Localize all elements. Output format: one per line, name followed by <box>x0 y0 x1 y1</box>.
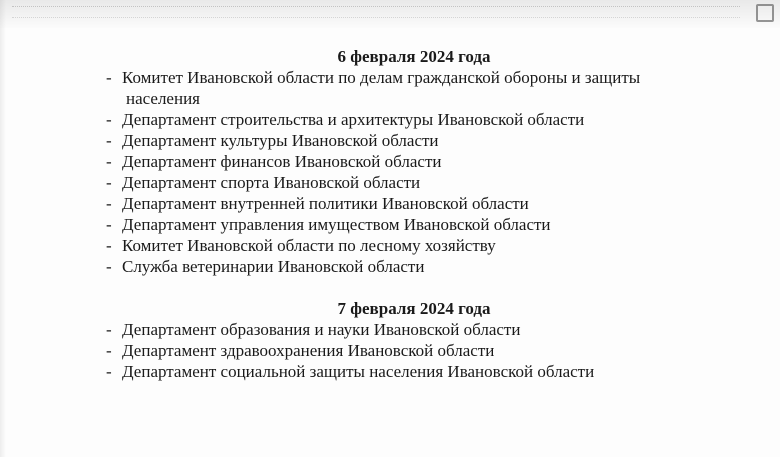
list-item <box>0 235 780 256</box>
list-item <box>0 319 780 340</box>
date-heading: 7 февраля 2024 года <box>337 299 491 318</box>
list-item-text: Служба ветеринарии Ивановской области <box>122 257 425 276</box>
list-bullet: - <box>106 110 112 129</box>
list-item <box>0 151 780 172</box>
list-item <box>0 256 780 277</box>
list-item <box>0 67 780 109</box>
schedule-section-feb-6 <box>0 46 780 277</box>
list-item-text-continuation: населения <box>126 89 200 108</box>
list-bullet: - <box>106 194 112 213</box>
schedule-section-feb-7 <box>0 298 780 382</box>
list-bullet: - <box>106 131 112 150</box>
list-item <box>0 193 780 214</box>
list-bullet: - <box>106 236 112 255</box>
list-item-text: Департамент финансов Ивановской области <box>122 152 442 171</box>
list-bullet: - <box>106 257 112 276</box>
list-item-text: Комитет Ивановской области по лесному хозяйству <box>122 236 496 255</box>
list-bullet: - <box>106 215 112 234</box>
list-bullet: - <box>106 68 112 87</box>
list-item-text: Департамент спорта Ивановской области <box>122 173 421 192</box>
list-bullet: - <box>106 173 112 192</box>
list-bullet: - <box>106 320 112 339</box>
list-item <box>0 172 780 193</box>
list-item <box>0 214 780 235</box>
list-bullet: - <box>106 152 112 171</box>
list-item-text: Департамент управления имуществом Ивановской области <box>122 215 551 234</box>
list-item <box>0 340 780 361</box>
list-item-text: Департамент здравоохранения Ивановской области <box>122 341 495 360</box>
list-item <box>0 109 780 130</box>
scan-artifact-top <box>0 0 780 28</box>
list-bullet: - <box>106 362 112 381</box>
date-heading: 6 февраля 2024 года <box>337 47 491 66</box>
corner-mark <box>756 4 774 22</box>
list-item-text: Комитет Ивановской области по делам гражданской обороны и защиты <box>122 68 641 87</box>
department-list <box>0 67 780 277</box>
list-item-text: Департамент строительства и архитектуры Ивановской области <box>122 110 585 129</box>
list-item <box>0 361 780 382</box>
list-item-text: Департамент социальной защиты населения Ивановской области <box>122 362 595 381</box>
list-item-text: Департамент образования и науки Ивановской области <box>122 320 521 339</box>
list-bullet: - <box>106 341 112 360</box>
department-list <box>0 319 780 382</box>
list-item <box>0 130 780 151</box>
list-item-text: Департамент культуры Ивановской области <box>122 131 439 150</box>
list-item-text: Департамент внутренней политики Ивановской области <box>122 194 529 213</box>
